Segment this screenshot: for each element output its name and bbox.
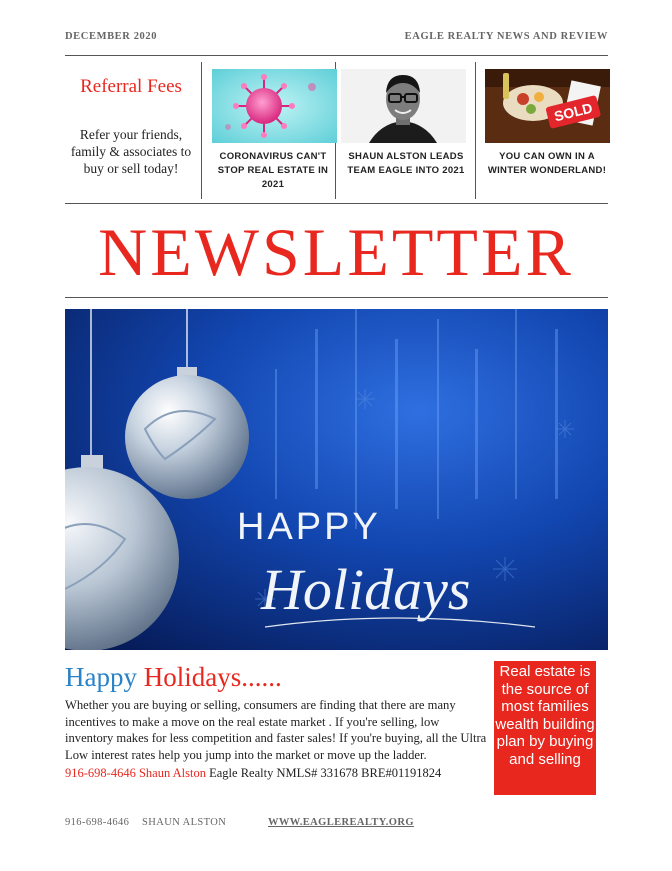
article-title-happy: Happy	[65, 662, 137, 692]
article-title	[65, 662, 282, 693]
virus-image[interactable]	[212, 69, 337, 143]
callout-box: Real estate is the source of most families wealth building plan by buying and selling	[494, 661, 596, 795]
masthead-title: NEWSLETTER	[98, 214, 574, 290]
masthead-bottom-rule	[65, 297, 608, 298]
contact-license: Eagle Realty NMLS# 331678 BRE#01191824	[205, 766, 442, 780]
happy-holidays-banner	[65, 309, 608, 650]
article-body: Whether you are buying or selling, consumers are finding that there are many incentives to make a move on the real estate market . If you're selling, low inventory makes for less competition and faster sales! If you're buying, all the Ultra Low interest rates help you jump into the market or move up the ladder.	[65, 698, 487, 762]
banner-holidays-text: Holidays	[261, 557, 471, 622]
sold-sign-photo[interactable]	[485, 69, 610, 143]
story-headline-coronavirus[interactable]: CORONAVIRUS CAN'T STOP REAL ESTATE IN 2021	[217, 151, 329, 190]
banner-happy-text: HAPPY	[237, 506, 381, 548]
footer-name: SHAUN ALSTON	[142, 817, 227, 828]
portrait-photo[interactable]	[341, 69, 466, 143]
footer-phone: 916-698-4646	[65, 817, 130, 828]
contact-phone-name: 916-698-4646 Shaun Alston	[65, 766, 206, 780]
sold-sign-text: SOLD	[552, 99, 595, 125]
footer-website-link[interactable]: WWW.EAGLEREALTY.ORG	[268, 817, 414, 828]
issue-date: DECEMBER 2020	[65, 31, 158, 42]
article-title-holidays: Holidays......	[143, 662, 282, 692]
column-divider	[201, 62, 202, 199]
story-headline-winter-wonderland[interactable]: YOU CAN OWN IN A WINTER WONDERLAND!	[487, 151, 607, 176]
top-divider	[65, 55, 608, 56]
column-divider	[475, 62, 476, 199]
contact-line	[65, 766, 441, 781]
referral-title: Referral Fees	[80, 76, 182, 97]
referral-body: Refer your friends, family & associates to buy or sell today!	[70, 127, 192, 176]
masthead-top-rule	[65, 203, 608, 204]
story-headline-shaun-alston[interactable]: SHAUN ALSTON LEADS TEAM EAGLE INTO 2021	[347, 151, 465, 176]
publication-name: EAGLE REALTY NEWS AND REVIEW	[404, 31, 608, 42]
